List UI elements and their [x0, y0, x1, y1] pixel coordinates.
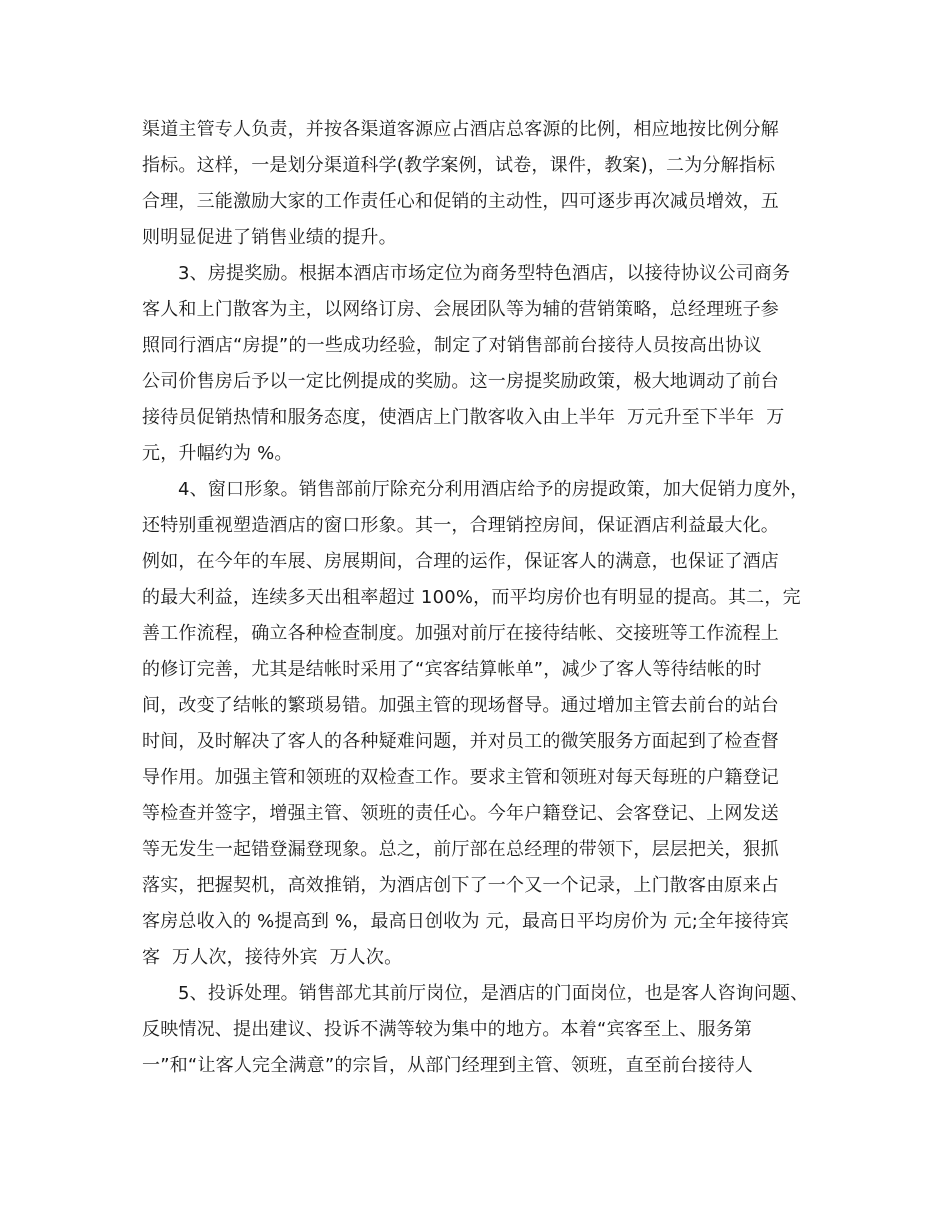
text-line: 等检查并签字，增强主管、领班的责任心。今年户籍登记、会客登记、上网发送 — [142, 803, 779, 824]
paragraph-heading-room-commission: 3、房提奖励。根据本酒店市场定位为商务型特色酒店，以接待协议公司商务 — [178, 263, 791, 284]
text-line: 导作用。加强主管和领班的双检查工作。要求主管和领班对每天每班的户籍登记 — [142, 767, 779, 788]
text-line: 指标。这样，一是划分渠道科学(教学案例，试卷，课件，教案)，二为分解指标 — [142, 155, 776, 176]
text-line: 的修订完善，尤其是结帐时采用了“宾客结算帐单”，减少了客人等待结帐的时 — [142, 659, 762, 680]
text-line: 客人和上门散客为主，以网络订房、会展团队等为辅的营销策略，总经理班子参 — [142, 299, 779, 320]
text-line: 善工作流程，确立各种检查制度。加强对前厅在接待结帐、交接班等工作流程上 — [142, 623, 779, 644]
text-line: 客房总收入的 %提高到 %，最高日创收为 元，最高日平均房价为 元;全年接待宾 — [142, 911, 789, 932]
text-line: 时间，及时解决了客人的各种疑难问题，并对员工的微笑服务方面起到了检查督 — [142, 731, 779, 752]
text-line: 落实，把握契机，高效推销，为酒店创下了一个又一个记录，上门散客由原来占 — [142, 875, 779, 896]
text-line: 的最大利益，连续多天出租率超过 100%，而平均房价也有明显的提高。其二，完 — [142, 587, 801, 608]
text-line: 间，改变了结帐的繁琐易错。加强主管的现场督导。通过增加主管去前台的站台 — [142, 695, 779, 716]
text-line: 还特别重视塑造酒店的窗口形象。其一，合理销控房间，保证酒店利益最大化。 — [142, 515, 779, 536]
text-line: 合理，三能激励大家的工作责任心和促销的主动性，四可逐步再次减员增效，五 — [142, 191, 779, 212]
paragraph-heading-window-image: 4、窗口形象。销售部前厅除充分利用酒店给予的房提政策，加大促销力度外， — [178, 479, 809, 500]
text-line: 元，升幅约为 %。 — [142, 443, 293, 464]
text-line: 反映情况、提出建议、投诉不满等较为集中的地方。本着“宾客至上、服务第 — [142, 1019, 753, 1040]
paragraph-heading-complaint-handling: 5、投诉处理。销售部尤其前厅岗位，是酒店的门面岗位，也是客人咨询问题、 — [178, 983, 809, 1004]
text-line: 照同行酒店“房提”的一些成功经验，制定了对销售部前台接待人员按高出协议 — [142, 335, 762, 356]
text-line: 公司价售房后予以一定比例提成的奖励。这一房提奖励政策，极大地调动了前台 — [142, 371, 779, 392]
text-line: 渠道主管专人负责，并按各渠道客源应占酒店总客源的比例，相应地按比例分解 — [142, 119, 779, 140]
text-line: 例如，在今年的车展、房展期间，合理的运作，保证客人的满意，也保证了酒店 — [142, 551, 779, 572]
text-line: 一”和“让客人完全满意”的宗旨，从部门经理到主管、领班，直至前台接待人 — [142, 1055, 753, 1076]
text-line: 等无发生一起错登漏登现象。总之，前厅部在总经理的带领下，层层把关，狠抓 — [142, 839, 779, 860]
text-line: 接待员促销热情和服务态度，使酒店上门散客收入由上半年 万元升至下半年 万 — [142, 407, 785, 428]
text-line: 则明显促进了销售业绩的提升。 — [142, 227, 397, 248]
text-line: 客 万人次，接待外宾 万人次。 — [142, 947, 403, 968]
